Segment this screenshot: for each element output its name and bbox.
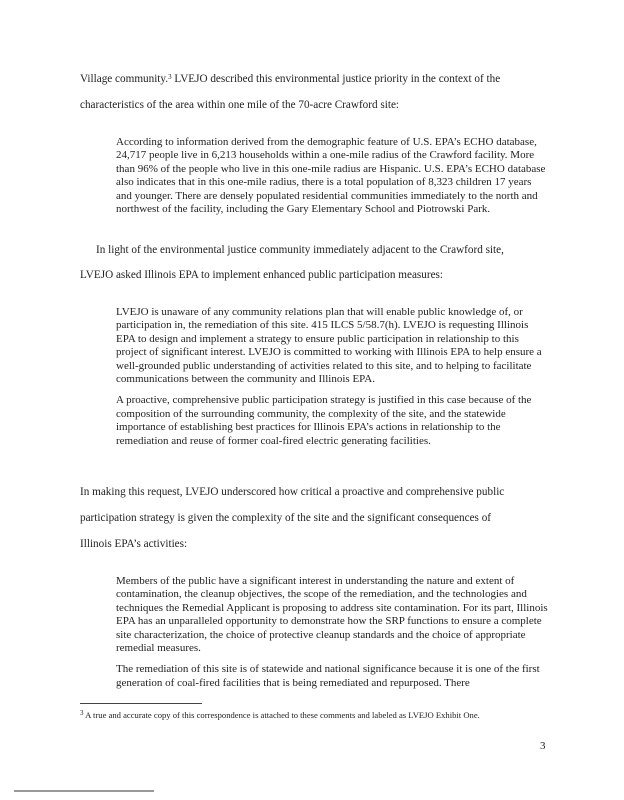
footnote-text: A true and accurate copy of this correspondence is attached to these comments and labeled as LVEJO Exhibit One. [83, 710, 480, 720]
text-span: Village community. [80, 73, 169, 85]
page-number: 3 [540, 740, 546, 752]
block-quote [116, 306, 548, 448]
paragraph-line: characteristics of the area within one mile of the 70-acre Crawford site: [80, 99, 400, 111]
quote-paragraph: A proactive, comprehensive public participation strategy is justified in this case because of the composition of the surrounding community, the complexity of the site, and the statewide importance of establishing best practices for Illinois EPA’s actions in relationship to the remediation and reuse of former coal-fired electric generating facilities. [116, 394, 532, 447]
paragraph-line: LVEJO asked Illinois EPA to implement enhanced public participation measures: [80, 269, 444, 281]
footnote-number: 3 [80, 709, 84, 717]
quote-paragraph: The remediation of this site is of statewide and national significance because it is one of the first generation of coal-fired facilities that is being remediated and repurposed. There [116, 663, 540, 689]
paragraph-line: In light of the environmental justice community immediately adjacent to the Crawford site, [96, 244, 504, 256]
paragraph-line: participation strategy is given the complexity of the site and the significant consequences of [80, 512, 492, 524]
quote-paragraph: Members of the public have a significant interest in understanding the nature and extent of contamination, the cleanup objectives, the scope of the remediation, and the technologies and techniques the Remedial Applicant is proposing to address site contamination. For its part, Illinois EPA has an unparalleled opportunity to demonstrate how the SRP functions to ensure a complete site characterization, the choice of protective cleanup standards and the choice of appropriate remedial measures. [116, 575, 548, 655]
footnote-reference: 3 [168, 73, 172, 81]
quote-paragraph: According to information derived from the demographic feature of U.S. EPA’s ECHO database, 24,717 people live in 6,213 households within a one-mile radius of the Crawford facility. More than 96% of the people who live in this one-mile radius are Hispanic. U.S. EPA’s ECHO database also indicates that in this one-mile radius, there is a total population of 8,323 children 17 years and younger. There are densely populated residential communities immediately to the north and northwest of the facility, including the Gary Elementary School and Piotrowski Park. [116, 136, 546, 216]
text-span: LVEJO described this environmental justice priority in the context of the [171, 73, 501, 85]
paragraph-line: In making this request, LVEJO underscored how critical a proactive and comprehensive public [80, 486, 505, 498]
paragraph-line [80, 72, 550, 86]
block-quote [116, 575, 548, 690]
scan-artifact [14, 790, 154, 792]
block-quote [116, 136, 548, 216]
footnote-divider [80, 703, 202, 704]
paragraph-line: Illinois EPA’s activities: [80, 538, 188, 550]
quote-paragraph: LVEJO is unaware of any community relations plan that will enable public knowledge of, or participation in, the remediation of this site. 415 ILCS 5/58.7(h). LVEJO is requesting Illinois EPA to design and implement a strategy to ensure public participation in relationship to this project of significant interest. LVEJO is committed to working with Illinois EPA to help ensure a well-grounded public understanding of activities related to this site, and to helping to facilitate communications between the community and Illinois EPA. [116, 306, 542, 386]
footnote [80, 710, 550, 721]
